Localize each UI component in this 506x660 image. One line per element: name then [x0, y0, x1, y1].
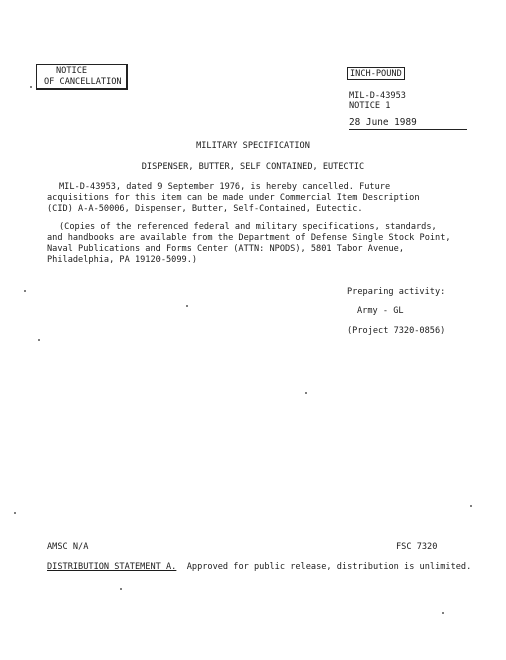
- speck-dot: [470, 505, 472, 507]
- doc-date: [349, 110, 467, 129]
- amsc-label: AMSC N/A: [47, 542, 89, 552]
- project-number: (Project 7320-0856): [347, 326, 446, 336]
- notice-label: NOTICE: [56, 66, 88, 76]
- notice-number: NOTICE 1: [349, 101, 391, 111]
- speck-dot: [305, 392, 307, 394]
- spec-subject: DISPENSER, BUTTER, SELF CONTAINED, EUTECTIC: [141, 162, 365, 172]
- para1-line: (CID) A-A-50006, Dispenser, Butter, Self-Contained, Eutectic.: [47, 204, 363, 214]
- para1-line: acquisitions for this item can be made under Commercial Item Description: [47, 193, 420, 203]
- para2-line: Naval Publications and Forms Center (ATTN: NPODS), 5801 Tabor Avenue,: [47, 244, 404, 254]
- para2-line: and handbooks are available from the Department of Defense Single Stock Point,: [47, 233, 451, 243]
- preparing-activity-label: Preparing activity:: [347, 287, 446, 297]
- doc-date-text: 28 June 1989: [349, 117, 467, 130]
- speck-dot: [120, 588, 122, 590]
- speck-dot: [30, 86, 32, 88]
- distribution-statement: [47, 562, 471, 573]
- cancellation-label: OF CANCELLATION: [44, 77, 122, 87]
- inch-pound-box: INCH-POUND: [347, 67, 405, 80]
- speck-dot: [24, 290, 26, 292]
- preparing-activity-name: Army - GL: [357, 306, 404, 316]
- fsc-label: FSC 7320: [396, 542, 438, 552]
- speck-dot: [14, 512, 16, 514]
- distribution-statement-label: DISTRIBUTION STATEMENT A.: [47, 562, 177, 572]
- speck-dot: [38, 339, 40, 341]
- para2-line: (Copies of the referenced federal and military specifications, standards,: [59, 222, 437, 232]
- speck-dot: [442, 612, 444, 614]
- para2-line: Philadelphia, PA 19120-5099.): [47, 255, 198, 265]
- speck-dot: [186, 305, 188, 307]
- para1-line: MIL-D-43953, dated 9 September 1976, is hereby cancelled. Future: [59, 182, 391, 192]
- spec-heading: MILITARY SPECIFICATION: [196, 141, 310, 151]
- doc-number: MIL-D-43953: [349, 91, 406, 101]
- distribution-statement-text: Approved for public release, distribution is unlimited.: [186, 562, 472, 572]
